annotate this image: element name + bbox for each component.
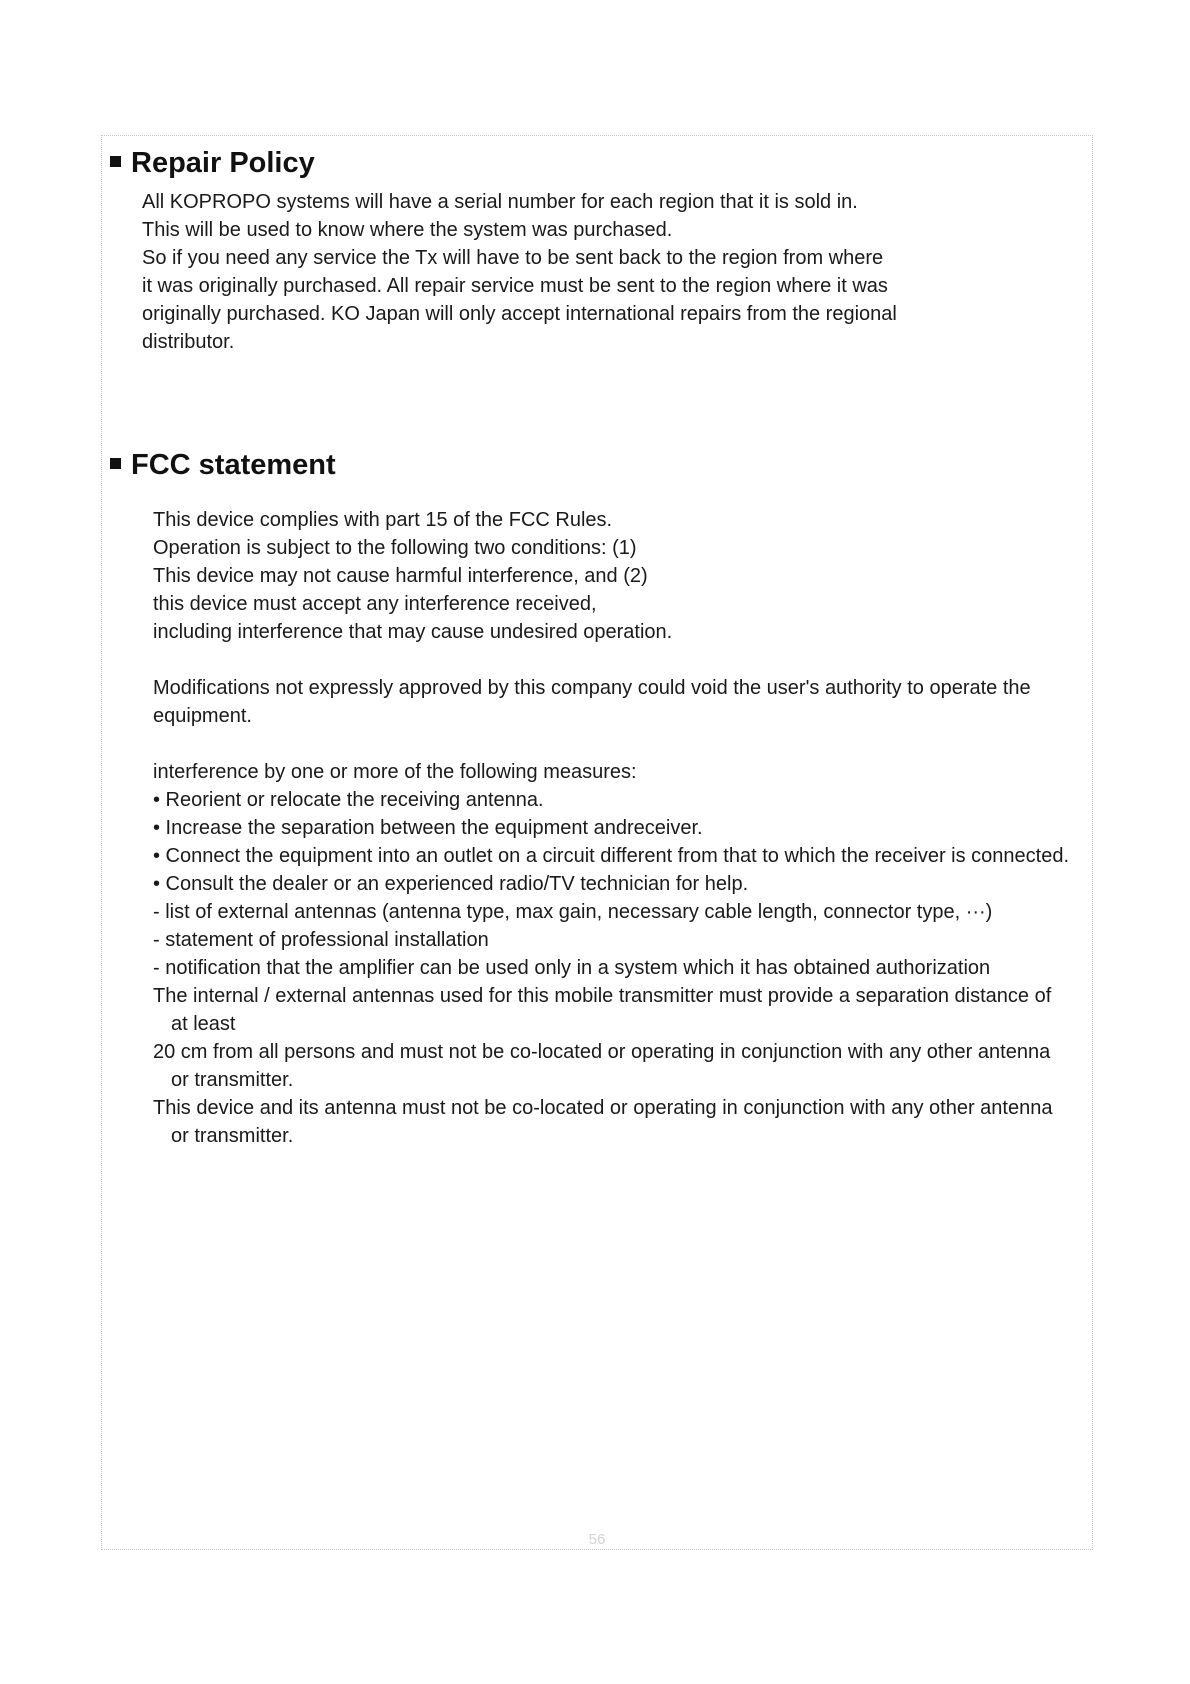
compliance-line: This device may not cause harmful interference, and (2) — [153, 565, 648, 587]
compliance-line: this device must accept any interference received, — [153, 593, 597, 615]
compliance-line: Operation is subject to the following two conditions: (1) — [153, 537, 637, 559]
fcc-statement-body — [153, 506, 1073, 1150]
measure-item: The internal / external antennas used for this mobile transmitter must provide a separation distance of at least — [153, 985, 1052, 1035]
measure-item: • Increase the separation between the equipment andreceiver. — [153, 817, 703, 839]
square-bullet-icon — [110, 156, 121, 167]
measure-item: This device and its antenna must not be co-located or operating in conjunction with any other antenna or transmitter. — [153, 1097, 1053, 1147]
fcc-statement-heading — [110, 448, 336, 482]
measures-intro: interference by one or more of the following measures: — [153, 761, 637, 783]
repair-line: it was originally purchased. All repair service must be sent to the region where it was — [142, 275, 888, 297]
measure-item: - list of external antennas (antenna type, max gain, necessary cable length, connector type, ···) — [153, 901, 993, 923]
repair-line: distributor. — [142, 331, 235, 353]
repair-policy-heading — [110, 146, 315, 180]
square-bullet-icon — [110, 458, 121, 469]
measure-item: - statement of professional installation — [153, 929, 489, 951]
measure-item: • Consult the dealer or an experienced radio/TV technician for help. — [153, 873, 749, 895]
compliance-line: including interference that may cause undesired operation. — [153, 621, 673, 643]
repair-line: This will be used to know where the system was purchased. — [142, 219, 673, 241]
modifications-paragraph: Modifications not expressly approved by this company could void the user's authority to operate the equipment. — [153, 677, 1031, 727]
repair-policy-body — [142, 188, 1042, 356]
repair-line: originally purchased. KO Japan will only accept international repairs from the regional — [142, 303, 897, 325]
compliance-line: This device complies with part 15 of the FCC Rules. — [153, 509, 613, 531]
measure-item: • Connect the equipment into an outlet on a circuit different from that to which the receiver is connected. — [153, 845, 1070, 867]
measure-item: - notification that the amplifier can be used only in a system which it has obtained authorization — [153, 957, 991, 979]
repair-line: All KOPROPO systems will have a serial number for each region that it is sold in. — [142, 191, 858, 213]
page-number-text: 56 — [581, 1531, 614, 1548]
fcc-statement-title: FCC statement — [131, 449, 336, 481]
repair-policy-title: Repair Policy — [131, 147, 315, 179]
repair-line: So if you need any service the Tx will have to be sent back to the region from where — [142, 247, 884, 269]
measure-item: • Reorient or relocate the receiving antenna. — [153, 789, 544, 811]
measure-item: 20 cm from all persons and must not be co-located or operating in conjunction with any other antenna or transmitter. — [153, 1041, 1051, 1091]
